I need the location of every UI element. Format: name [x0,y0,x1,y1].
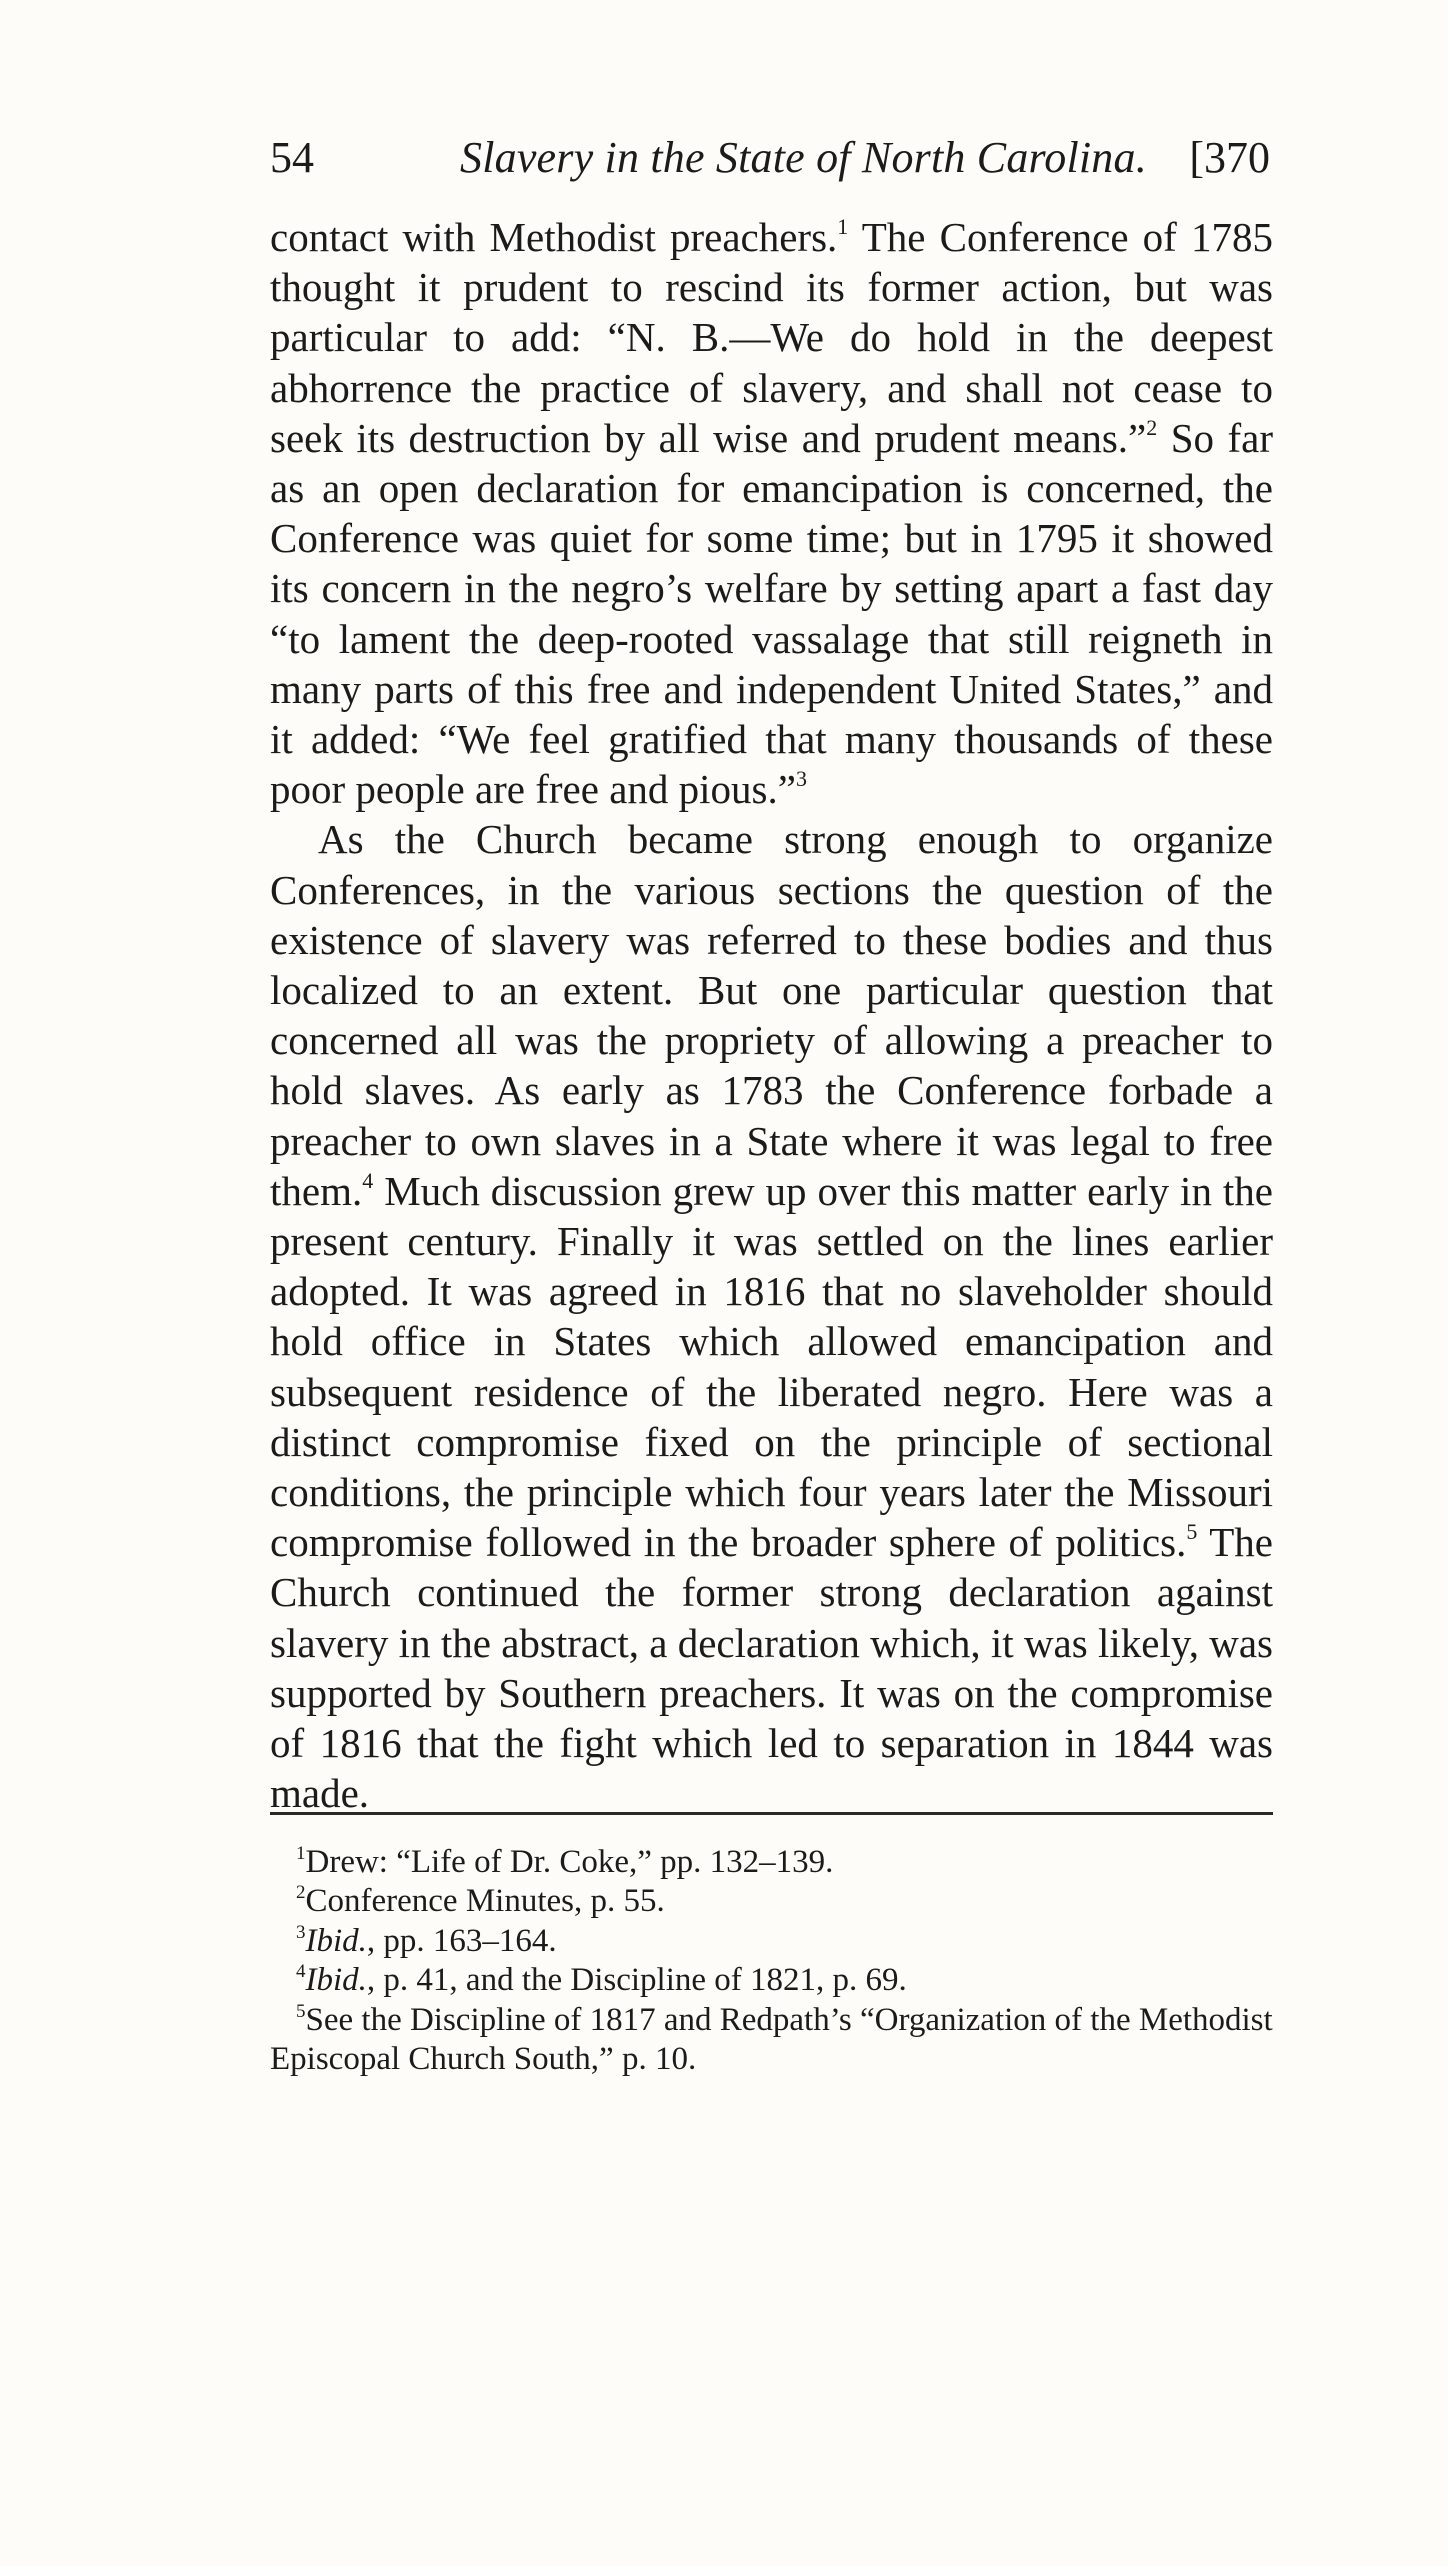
footnote-text: , p. 41, and the Discipline of 1821, p. 69. [366,1962,907,1999]
footnote-mark: 5 [296,2000,306,2022]
footnote [270,2001,1273,2080]
footnote-mark: 4 [296,1961,306,1983]
footnote-ref: 4 [362,1167,374,1193]
footnote [270,1843,1273,1882]
footnotes [270,1843,1273,2079]
footnote-mark: 2 [296,1882,306,1904]
footnote-text: See the Discipline of 1817 and Redpath’s “Organization of the Methodist Episcopal Church South,” p. 10. [270,2001,1273,2078]
paragraph-text: The Church continued the former strong declaration against slavery in the abstract, a declaration which, it was likely, was supported by Southern preachers. It was on the compromise of 1816 that the fight which led to separation in 1844 was made. [270,1519,1273,1817]
footnote [270,1961,1273,2000]
running-header [270,128,1270,188]
footnote-ref: 3 [795,766,807,792]
paragraph-text: The Conference of 1785 thought it prudent to rescind its former action, but was particular to add: “N. B.—We do hold in the deepest abhorrence the practice of slavery, and shall not cease to seek its destruction by all wise and prudent means.” [270,214,1273,461]
paragraph-text: As the Church became strong enough to organize Conferences, in the various sections the question of the existence of slavery was referred to these bodies and thus localized to an extent. But one particular question that concerned all was the propriety of allowing a preacher to hold slaves. As early as 1783 the Conference forbade a preacher to own slaves in a State where it was legal to free them. [270,816,1273,1214]
paragraph-text: contact with Methodist preachers. [270,214,838,260]
footnote-ibid: Ibid. [305,1922,367,1959]
footnote-divider [270,1812,1273,1815]
footnote-mark: 3 [296,1921,306,1943]
footnote-text: , pp. 163–164. [366,1922,557,1959]
footnote-mark: 1 [296,1843,306,1864]
footnote-ref: 2 [1146,414,1158,440]
footnote [270,1882,1273,1921]
paragraph-text: So far as an open declaration for emancipation is concerned, the Conference was quiet for some time; but in 1795 it showed its concern in the negro’s welfare by setting apart a fast day “to lament the deep-rooted vassalage that still reigneth in many parts of this free and independent United States,” and it added: “We feel gratified that many thousands of these poor people are free and pious.” [270,414,1274,813]
footnote-ref: 5 [1186,1519,1198,1545]
page-number: 54 [270,133,314,182]
bracket-page-number: [370 [1189,133,1270,182]
footnote-text: Conference Minutes, p. 55. [305,1883,665,1920]
body-text [270,212,1273,1819]
footnote-ibid: Ibid. [305,1962,367,1999]
footnote [270,1922,1273,1961]
paragraph-2 [270,814,1273,1818]
footnote-ref: 1 [837,214,849,239]
paragraph-text: Much discussion grew up over this matter early in the present century. Finally it was settled on the lines earlier adopted. It was agreed in 1816 that no slaveholder should hold office in States which allowed emancipation and subsequent residence of the liberated negro. Here was a distinct compromise fixed on the principle of sectional conditions, the principle which four years later the Missouri compromise followed in the broader sphere of politics. [270,1167,1273,1566]
paragraph-1 [270,212,1273,814]
footnote-text: Drew: “Life of Dr. Coke,” pp. 132–139. [305,1844,834,1880]
running-title: Slavery in the State of North Carolina. [460,133,1147,182]
